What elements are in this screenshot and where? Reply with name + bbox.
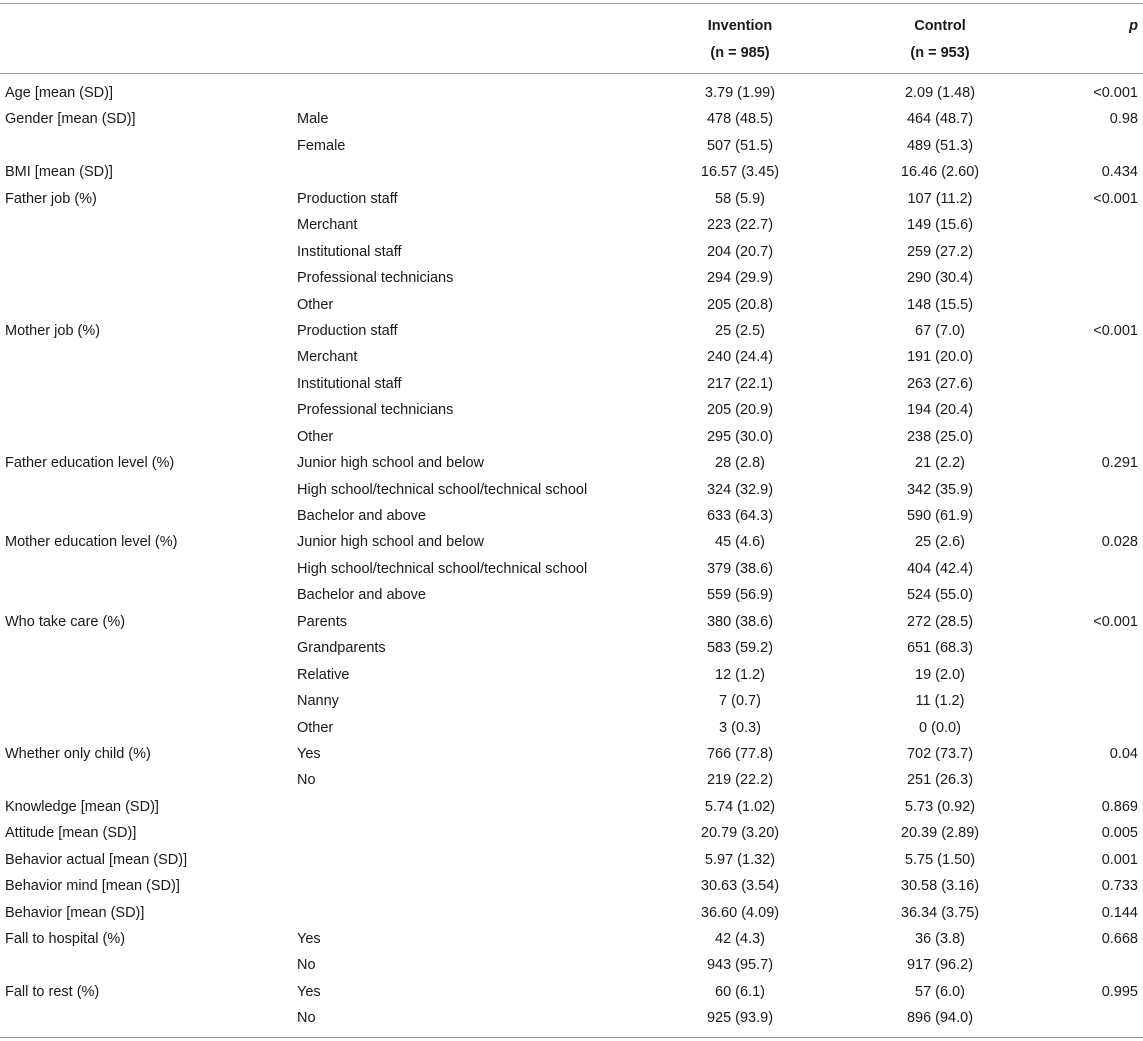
row-invention-value: 205 (20.8): [706, 296, 774, 313]
table-row: [0, 292, 1143, 318]
table-row: [0, 397, 1143, 423]
row-control-value: 2.09 (1.48): [904, 85, 976, 101]
table-bottom-rule: [0, 1037, 1143, 1038]
table-row: [0, 847, 1143, 873]
table-row: [0, 582, 1143, 608]
row-control-value: 107 (11.2): [907, 190, 973, 207]
row-control-value: 67 (7.0): [915, 322, 965, 339]
row-subcategory: Professional technicians: [297, 402, 454, 419]
table-row: [0, 767, 1143, 793]
row-invention-value: 559 (56.9): [706, 587, 774, 604]
row-subcategory: No: [297, 1010, 316, 1027]
table-row: [0, 635, 1143, 661]
table-row: [0, 239, 1143, 265]
row-variable: Fall to rest (%): [5, 983, 100, 1000]
row-p-value: 0.733: [1101, 878, 1138, 895]
row-invention-value: 42 (4.3): [715, 931, 765, 947]
row-control-value: 590 (61.9): [906, 508, 974, 524]
table-row: [0, 133, 1143, 159]
row-invention-value: 5.97 (1.32): [704, 851, 776, 868]
row-invention-value: 28 (2.8): [715, 455, 765, 472]
table-row: [0, 794, 1143, 820]
row-subcategory: Nanny: [297, 693, 339, 710]
row-control-value: 404 (42.4): [906, 560, 974, 577]
table-row: [0, 609, 1143, 635]
row-subcategory: Bachelor and above: [297, 587, 426, 604]
table-row: [0, 979, 1143, 1005]
table-row: [0, 688, 1143, 714]
row-p-value: 0.144: [1101, 904, 1138, 921]
row-subcategory: High school/technical school/technical school: [297, 560, 588, 577]
row-control-value: 272 (28.5): [906, 613, 974, 630]
row-invention-value: 36.60 (4.09): [700, 904, 780, 921]
row-control-value: 20.39 (2.89): [900, 825, 980, 842]
row-subcategory: Production staff: [297, 190, 398, 207]
row-variable: Age [mean (SD)]: [5, 85, 113, 101]
row-variable: Father job (%): [5, 190, 97, 207]
row-control-value: 917 (96.2): [906, 957, 974, 974]
table-row: [0, 477, 1143, 503]
row-control-value: 0 (0.0): [919, 719, 961, 736]
row-subcategory: Yes: [297, 983, 321, 1000]
row-subcategory: No: [297, 957, 316, 974]
row-invention-value: 5.74 (1.02): [704, 798, 776, 815]
row-subcategory: Other: [297, 428, 334, 445]
row-p-value: <0.001: [1093, 613, 1138, 630]
row-invention-value: 583 (59.2): [706, 640, 774, 657]
row-control-value: 149 (15.6): [906, 217, 974, 234]
table-row: [0, 186, 1143, 212]
row-control-value: 5.73 (0.92): [904, 798, 976, 815]
row-p-value: 0.04: [1109, 745, 1138, 762]
header-invention: [680, 13, 800, 67]
row-invention-value: 7 (0.7): [719, 693, 761, 710]
table-row: [0, 900, 1143, 926]
row-control-value: 11 (1.2): [915, 693, 965, 710]
row-control-value: 5.75 (1.50): [904, 851, 976, 868]
row-subcategory: Yes: [297, 745, 321, 762]
row-control-value: 194 (20.4): [906, 402, 974, 419]
row-control-value: 36 (3.8): [915, 931, 965, 947]
row-p-value: 0.005: [1101, 825, 1138, 842]
row-control-value: 251 (26.3): [906, 772, 974, 789]
row-variable: Attitude [mean (SD)]: [5, 825, 137, 842]
row-invention-value: 3.79 (1.99): [704, 85, 776, 101]
row-control-value: 263 (27.6): [906, 375, 974, 392]
row-control-value: 57 (6.0): [915, 983, 965, 1000]
table-row: [0, 159, 1143, 185]
row-control-value: 342 (35.9): [906, 481, 974, 498]
header-invention-label: Invention: [707, 18, 773, 34]
table-row: [0, 80, 1143, 106]
row-control-value: 191 (20.0): [906, 349, 974, 366]
header-bottom-rule: [0, 73, 1143, 74]
row-invention-value: 12 (1.2): [715, 666, 765, 683]
table-row: [0, 820, 1143, 846]
row-invention-value: 766 (77.8): [706, 745, 774, 762]
row-p-value: 0.995: [1101, 983, 1138, 1000]
row-invention-value: 3 (0.3): [719, 719, 761, 736]
table-row: [0, 450, 1143, 476]
row-invention-value: 217 (22.1): [706, 375, 774, 392]
row-invention-value: 324 (32.9): [706, 481, 774, 498]
row-p-value: 0.001: [1101, 851, 1138, 868]
row-invention-value: 380 (38.6): [706, 613, 774, 630]
row-p-value: 0.98: [1109, 111, 1138, 128]
row-variable: Behavior [mean (SD)]: [5, 904, 145, 921]
row-control-value: 36.34 (3.75): [900, 904, 980, 921]
row-subcategory: Institutional staff: [297, 375, 402, 392]
table-row: [0, 212, 1143, 238]
table-row: [0, 873, 1143, 899]
header-control: [880, 13, 1000, 67]
row-variable: Gender [mean (SD)]: [5, 111, 136, 128]
row-invention-value: 240 (24.4): [706, 349, 774, 366]
table-row: [0, 371, 1143, 397]
row-invention-value: 205 (20.9): [706, 402, 774, 419]
row-subcategory: Bachelor and above: [297, 508, 426, 524]
row-invention-value: 30.63 (3.54): [700, 878, 780, 895]
row-control-value: 30.58 (3.16): [900, 878, 980, 895]
row-invention-value: 379 (38.6): [706, 560, 774, 577]
table-row: [0, 318, 1143, 344]
table-row: [0, 715, 1143, 741]
row-invention-value: 294 (29.9): [706, 270, 774, 287]
row-variable: Mother education level (%): [5, 534, 178, 551]
row-control-value: 21 (2.2): [915, 455, 965, 472]
table-row: [0, 529, 1143, 555]
row-subcategory: Merchant: [297, 217, 358, 234]
header-control-label: Control: [914, 18, 966, 34]
row-control-value: 702 (73.7): [906, 745, 974, 762]
header-control-n: (n = 953): [910, 45, 970, 61]
row-invention-value: 633 (64.3): [706, 508, 774, 524]
row-subcategory: No: [297, 772, 316, 789]
row-invention-value: 60 (6.1): [715, 983, 765, 1000]
row-invention-value: 45 (4.6): [715, 534, 765, 551]
row-control-value: 238 (25.0): [906, 428, 974, 445]
table-header: [0, 3, 1143, 73]
row-variable: BMI [mean (SD)]: [5, 164, 113, 181]
table-row: [0, 265, 1143, 291]
table-row: [0, 344, 1143, 370]
row-p-value: 0.668: [1101, 931, 1138, 947]
row-invention-value: 204 (20.7): [706, 243, 774, 260]
row-control-value: 16.46 (2.60): [900, 164, 980, 181]
row-variable: Behavior mind [mean (SD)]: [5, 878, 180, 895]
row-subcategory: Junior high school and below: [297, 455, 485, 472]
row-variable: Who take care (%): [5, 613, 126, 630]
table-row: [0, 926, 1143, 952]
row-invention-value: 223 (22.7): [706, 217, 774, 234]
table-row: [0, 1005, 1143, 1031]
table-body: [0, 80, 1143, 1032]
row-subcategory: High school/technical school/technical school: [297, 481, 588, 498]
row-p-value: <0.001: [1093, 85, 1138, 101]
table-row: [0, 106, 1143, 132]
row-invention-value: 943 (95.7): [706, 957, 774, 974]
row-subcategory: Merchant: [297, 349, 358, 366]
row-subcategory: Female: [297, 137, 346, 154]
row-p-value: <0.001: [1093, 190, 1138, 207]
row-invention-value: 925 (93.9): [706, 1010, 774, 1027]
header-invention-n: (n = 985): [710, 45, 770, 61]
row-variable: Fall to hospital (%): [5, 931, 126, 947]
row-invention-value: 20.79 (3.20): [700, 825, 780, 842]
row-p-value: 0.869: [1101, 798, 1138, 815]
row-subcategory: Other: [297, 719, 334, 736]
row-control-value: 464 (48.7): [906, 111, 974, 128]
row-variable: Behavior actual [mean (SD)]: [5, 851, 188, 868]
table-row: [0, 741, 1143, 767]
row-subcategory: Relative: [297, 666, 350, 683]
row-control-value: 524 (55.0): [906, 587, 974, 604]
table-row: [0, 662, 1143, 688]
row-control-value: 259 (27.2): [906, 243, 974, 260]
row-control-value: 148 (15.5): [906, 296, 974, 313]
row-variable: Whether only child (%): [5, 745, 151, 762]
row-invention-value: 507 (51.5): [706, 137, 774, 154]
row-variable: Mother job (%): [5, 322, 101, 339]
row-subcategory: Grandparents: [297, 640, 386, 657]
row-variable: Knowledge [mean (SD)]: [5, 798, 159, 815]
header-p: p: [1129, 18, 1138, 34]
table-row: [0, 424, 1143, 450]
row-p-value: <0.001: [1093, 322, 1138, 339]
row-subcategory: Institutional staff: [297, 243, 402, 260]
row-control-value: 651 (68.3): [906, 640, 974, 657]
row-p-value: 0.434: [1101, 164, 1138, 181]
row-subcategory: Junior high school and below: [297, 534, 485, 551]
row-invention-value: 219 (22.2): [706, 772, 774, 789]
row-subcategory: Yes: [297, 931, 321, 947]
row-invention-value: 478 (48.5): [706, 111, 774, 128]
row-p-value: 0.028: [1101, 534, 1138, 551]
row-invention-value: 295 (30.0): [706, 428, 774, 445]
row-control-value: 290 (30.4): [906, 270, 974, 287]
row-control-value: 489 (51.3): [906, 137, 974, 154]
row-subcategory: Other: [297, 296, 334, 313]
row-subcategory: Parents: [297, 613, 347, 630]
row-control-value: 25 (2.6): [915, 534, 965, 551]
table-row: [0, 556, 1143, 582]
table-row: [0, 952, 1143, 978]
row-invention-value: 25 (2.5): [715, 322, 765, 339]
row-control-value: 19 (2.0): [915, 666, 965, 683]
row-p-value: 0.291: [1101, 455, 1138, 472]
row-subcategory: Production staff: [297, 322, 398, 339]
row-control-value: 896 (94.0): [906, 1010, 974, 1027]
row-invention-value: 16.57 (3.45): [700, 164, 780, 181]
row-invention-value: 58 (5.9): [715, 190, 765, 207]
row-subcategory: Professional technicians: [297, 270, 454, 287]
row-variable: Father education level (%): [5, 455, 175, 472]
table-row: [0, 503, 1143, 529]
row-subcategory: Male: [297, 111, 329, 128]
